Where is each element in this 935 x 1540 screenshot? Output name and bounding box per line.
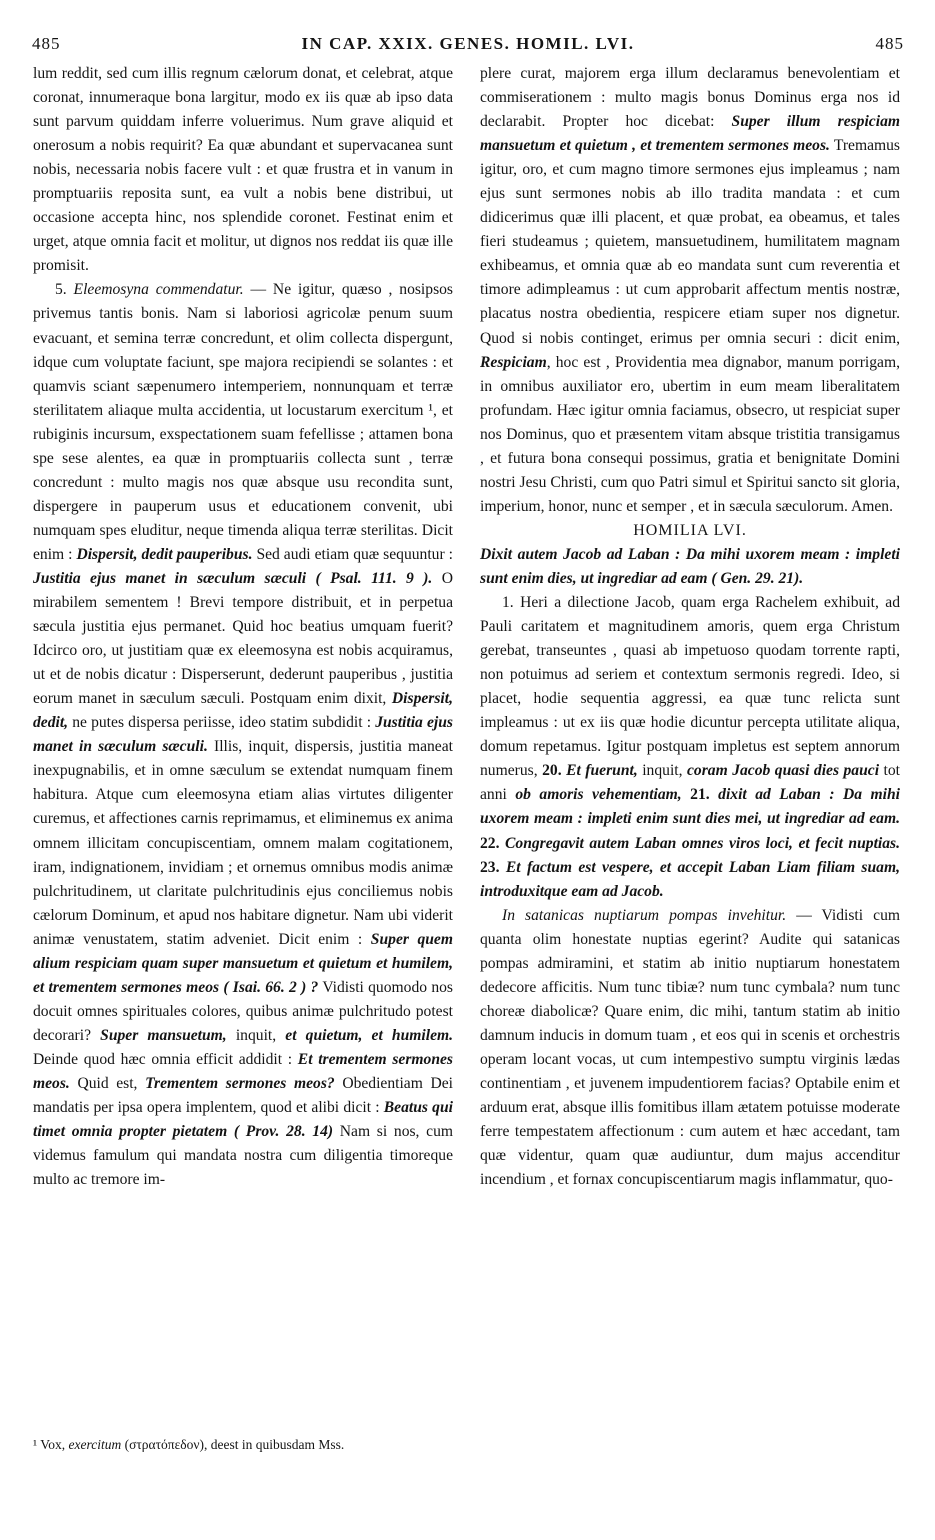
- paragraph: [480, 62, 900, 519]
- verse-number: 22.: [480, 834, 500, 852]
- homily-title: HOMILIA LVI.: [633, 521, 747, 539]
- epigraph-text: Dixit autem Jacob ad Laban : Da mihi uxorem meam : impleti sunt enim dies, ut ingrediar ad eam: [480, 545, 900, 587]
- section-number: 5.: [55, 281, 67, 299]
- greek-gloss: (στρατόπεδον),: [124, 1437, 208, 1452]
- text-run: tot anni: [480, 762, 900, 804]
- text-run: inquit,: [642, 762, 683, 780]
- verse-number: 20.: [542, 762, 562, 780]
- scripture-quote: Dispersit, dedit pauperibus.: [76, 545, 253, 563]
- page-number-left: 485: [32, 34, 61, 53]
- section-number: 1.: [502, 594, 514, 612]
- text-run: Deinde quod hæc omnia efficit addidit :: [33, 1050, 293, 1068]
- text-run: Nam si nos, cum videmus famulum qui mandata nostra cum diligentia timoreque multo ac tremore im-: [33, 1123, 453, 1189]
- running-title: IN CAP. XXIX. GENES. HOMIL. LVI.: [301, 34, 635, 53]
- epigraph: [480, 543, 900, 591]
- paragraph: lum reddit, sed cum illis regnum cælorum donat, et celebrat, atque coronat, innumeraque bona largitur, modo ex iis quæ ab ipso data sunt parvum quiddam inferre voluerimus. Num grave aliquid et onerosum a nobis requirit? Ea quæ abundant et supervacanea sunt nobis, necessaria nobis facere vult : et quæ frustra et in vanum in promptuariis reposita sunt, ea vult a nobis bene distribui, ut occasione accepta hinc, nos splendide coronet. Festinat enim et urget, atque omnia facit et molitur, ut dignos nos reddat iis quæ ille promisit.: [33, 65, 453, 275]
- scripture-quote: coram Jacob quasi dies pauci: [687, 762, 880, 780]
- scripture-quote: Justitia ejus manet in sæculum sæculi.: [33, 714, 453, 756]
- scripture-quote: et quietum, et humilem.: [285, 1026, 454, 1044]
- scripture-quote: Super mansuetum,: [100, 1026, 227, 1044]
- text-run: Quid est,: [77, 1074, 138, 1092]
- scripture-quote: Et factum est vespere, et accepit Laban Liam filiam suam, introduxitque eam ad Jacob.: [480, 858, 900, 900]
- running-header: [32, 34, 904, 60]
- footnote-term: exercitum: [68, 1437, 122, 1452]
- text-run: — Vidisti cum quanta olim honestate nuptias egerint? Audite qui satanicas pompas admiramini, et statim ab initio nuptiarum honestatem dedecore afficitis. Num tunc tibiæ? num tunc cymbala? num tunc choreæ diabolicæ? Quare enim, dic mihi, tantum statim ab initio damnum inducis in domum tuam , et eos qui in scenis et orchestris operam locant vocas, ut cum intempestivo sumptu virginis lædas continentiam , et juvenem impudentiorem facias? Optabile enim et arduum erat, absque illis fomitibus illam ætatem potuisse moderate ferre tempestatem affectionum : cum autem et hæc accedant, tam quæ videntur, quam quæ audiuntur, dum majus accenditur incendium , et fornax concupiscentiarum magis inflammatur, quo-: [480, 906, 900, 1189]
- text-run: O mirabilem sementem ! Brevi tempore distribuit, et in perpetua sæcula justitia ejus permanet. Quid hoc beatius umquam fuerit? Idcirco oro, ut justitiam quæ ex eleemosyna est nobis acquiramus, ut et de nobis dicatur : Disperserunt, dederunt pauperibus , justitia eorum manet in sæculum sæculi. Postquam enim dixit,: [33, 569, 453, 708]
- scripture-quote: Justitia ejus manet in sæculum sæculi: [33, 569, 307, 587]
- text-run: Illis, inquit, dispersis, justitia maneat inexpugnabilis, et in omne sæculum se extendat numquam finem habitura. Atque cum eleemosyna etiam alias virtutes diligenter curemus, et affectiones carnis reprimamus, et eliminemus ex anima omnem illicitam concupiscentiam, omnem malam cogitationem, iram, indignationem, invidiam ; et ornemus omnibus modis animæ pulchritudinem, ut claritate pulchritudinis ejus conciliemus nobis cælorum Dominum, et apud nos habitare dignetur. Nam ubi viderit animæ venustatem, statim adveniet. Dicit enim :: [33, 738, 453, 948]
- scripture-quote: Beatus qui timet omnia propter pietatem: [33, 1099, 453, 1141]
- paragraph-section-5: [33, 278, 453, 1192]
- scripture-quote: Dispersit, dedit,: [33, 690, 453, 732]
- left-column: [33, 62, 453, 1192]
- scripture-reference: ( Prov. 28. 14): [233, 1123, 334, 1141]
- paragraph: [480, 904, 900, 1193]
- text-run: Vidisti quomodo nos docuit omnes spirituales colores, quibus animæ pulchritudo potest decorari?: [33, 978, 453, 1044]
- text-run: deest in quibusdam Mss.: [210, 1437, 345, 1452]
- scripture-quote: Congregavit autem Laban omnes viros loci, et fecit nuptias.: [505, 834, 900, 852]
- scripture-quote: Respiciam: [480, 353, 547, 371]
- scripture-reference: ( Gen. 29. 21).: [711, 569, 804, 587]
- scripture-quote: dixit ad Laban : Da mihi uxorem meam : impleti enim sunt dies mei, ut ingrediar ad eam.: [480, 786, 900, 828]
- section-heading: In satanicas nuptiarum pompas invehitur.: [502, 906, 787, 924]
- scripture-quote: Super illum respiciam mansuetum et quietum , et trementem sermones meos.: [480, 113, 900, 155]
- scripture-reference: ( Psal. 111. 9 ).: [315, 569, 433, 587]
- text-run: Vox,: [40, 1437, 66, 1452]
- text-run: Heri a dilectione Jacob, quam erga Rachelem exhibuit, ad Pauli caritatem et magnitudinem amoris, quem erga Christum gerebat, transeuntes , quasi ab impetuoso quodam torrente rapti, non potuimus ad seriem et contextum sermonis regredi. Ideo, si placet, hodie sequentia aggressi, ea quæ tunc relicta sunt impleamus : ut ex iis quæ hodie dicuntur percepta utilitate aliqua, domum repetamus. Igitur postquam impletus est septem annorum numerus,: [480, 594, 900, 780]
- scripture-quote: Et fuerunt,: [566, 762, 638, 780]
- verse-number: 23.: [480, 858, 500, 876]
- scripture-quote: ob amoris vehementiam,: [515, 786, 682, 804]
- text-run: Sed audi etiam quæ sequuntur :: [256, 545, 453, 563]
- text-run: plere curat, majorem erga illum declaramus benevolentiam et commiserationem : multo magis bonus Dominus erga nos id declarabit. Propter hoc dicebat:: [480, 65, 900, 131]
- scripture-quote: Super quem alium respiciam quam super mansuetum et quietum et humilem, et trementem sermones meos: [33, 930, 453, 996]
- text-run: inquit,: [235, 1026, 277, 1044]
- section-heading: Eleemosyna commendatur.: [73, 281, 244, 299]
- text-run: Tremamus igitur, oro, et cum magno timore sermones ejus impleamus ; nam ejus sunt sermones nobis ab illo tradita mandata : et cum didicerimus quæ illi placent, et quæ probat, ea obeamus, et tales fieri studeamus ; quietem, mansuetudinem, humilitatem magnam exhibeamus, et omnia quæ ab eo mandata sunt cum reverentia et timore adimpleamus : ut cum approbarit affectum mentis nostræ, placatus nostra obedientia, respicere etiam super nos dignetur. Quod si nobis continget, erimus per omnia securi : dicit enim,: [480, 137, 900, 347]
- scripture-reference: ( Isai. 66. 2 ) ?: [223, 978, 319, 996]
- paragraph-section-1: [480, 591, 900, 904]
- right-column: [480, 62, 900, 1192]
- text-run: Obedientiam Dei mandatis per ipsa opera implentem, quod et alibi dicit :: [33, 1074, 453, 1117]
- text-run: ne putes dispersa periisse, ideo statim subdidit :: [72, 714, 372, 732]
- footnote: [33, 1436, 453, 1454]
- verse-number: 21.: [690, 786, 710, 804]
- text-run: — Ne igitur, quæso , nosipsos privemus tantis bonis. Nam si laboriosi agricolæ penum suum evacuant, et semina terræ concredunt, et olim collecta dispergunt, idque cum voluptate faciunt, spe majora recipiendi se solantes : et quamvis sciant sæpenumero intemperiem, nonnunquam et terræ sterilitatem aliaque multa accidentia, ut locustarum exercitum ¹, et rubiginis incursum, exspectationem suam fefellisse ; attamen bona spe sese alentes, ea quæ in promptuariis collecta sunt , terræ concredunt : multo magis nos quæ absque usu recondita sunt, dispergere in pauperum usus et educationem convenit, ubi numquam spes eluditur, neque timenda aliqua terræ sterilitas. Dicit enim :: [33, 281, 453, 563]
- footnote-mark: ¹: [33, 1437, 38, 1452]
- text-run: , hoc est , Providentia mea dignabor, manum porrigam, in omnibus auxiliator ero, ubertim in eum meam liberalitatem profundam. Hæc igitur omnia faciamus, obsecro, ut respiciat super nos Dominus, quo et præsentem vitam absque tristitia transigamus , et futura bona consequi possimus, gratia et benignitate Domini nostri Jesu Christi, cum quo Patri simul et Spiritui sancto sit gloria, imperium, honor, nunc et semper , et in sæcula sæculorum. Amen.: [480, 353, 900, 515]
- scripture-quote: Trementem sermones meos?: [145, 1074, 335, 1092]
- scripture-quote: Et trementem sermones meos.: [33, 1050, 453, 1092]
- page-number-right: 485: [875, 34, 904, 53]
